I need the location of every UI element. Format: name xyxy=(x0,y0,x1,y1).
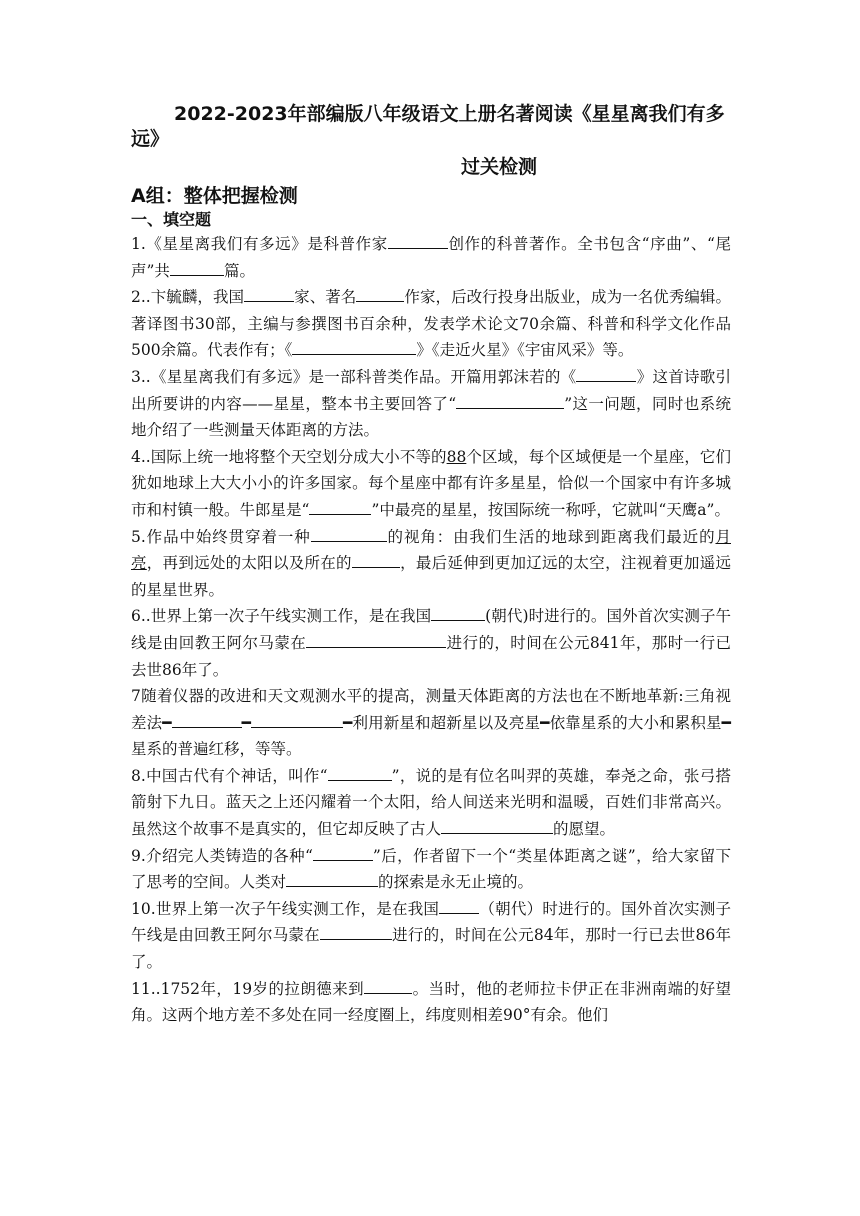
question-2: 2..卞毓麟，我国 家、著名 作家，后改行投身出版业，成为一名优秀编辑。著译图书30部，主编与参撰图书百余种，发表学术论文70余篇、科普和科学文化作品500余篇。代表作有；《 》《走近火星》《宇宙风采》等。 xyxy=(131,288,731,360)
answer-blank xyxy=(306,633,446,648)
answer-blank xyxy=(170,261,224,276)
answer-blank xyxy=(431,606,485,621)
answer-blank xyxy=(439,899,479,914)
question-4: 4..国际上统一地将整个天空划分成大小不等的88个区域，每个区域便是一个星座，它们犹如地球上大大小小的许多国家。每个星座中都有许多星星，恰似一个国家中有许多城市和村镇一般。牛郎星是“ ”中最亮的星星，按国际统一称呼，它就叫“天鹰a”。 xyxy=(131,447,731,519)
document-title: 2022-2023年部编版八年级语文上册名著阅读《星星离我们有多远》 xyxy=(131,103,725,150)
answer-blank xyxy=(251,713,343,728)
group-heading: A组：整体把握检测 xyxy=(131,185,298,207)
answer-blank xyxy=(311,527,387,542)
question-3: 3..《星星离我们有多远》是一部科普类作品。开篇用郭沫若的《 》这首诗歌引出所要讲的内容——星星，整本书主要回答了“ ”这一问题，同时也系统地介绍了一些测量天体距离的方法。 xyxy=(131,367,731,440)
answer-blank xyxy=(286,872,378,887)
answer-blank xyxy=(320,925,392,940)
answer-blank xyxy=(352,553,400,568)
answer-blank xyxy=(441,819,553,834)
answer-blank xyxy=(244,287,294,302)
answer-blank xyxy=(313,846,373,861)
answer-blank xyxy=(576,367,636,382)
section-heading: 一、填空题 xyxy=(131,210,212,229)
question-6: 6..世界上第一次子午线实测工作，是在我国 (朝代)时进行的。国外首次实测子午线是由回教王阿尔马蒙在 进行的，时间在公元841年，那时一行已去世86年了。 xyxy=(131,607,731,679)
answer-blank xyxy=(356,287,404,302)
question-9: 9.介绍完人类铸造的各种“ ”后，作者留下一个“类星体距离之谜”，给大家留下了思考的空间。人类对 的探索是永无止境的。 xyxy=(131,846,731,892)
answer-blank xyxy=(328,766,392,781)
document-subtitle: 过关检测 xyxy=(460,156,537,178)
question-7: 7随着仪器的改进和天文观测水平的提高，测量天体距离的方法也在不断地革新:三角视差法━ ━ ━利用新星和超新星以及亮星━依靠星系的大小和累积星━星系的普遍红移，等等。 xyxy=(131,687,731,759)
answer-blank xyxy=(364,979,412,994)
answer-blank xyxy=(456,394,564,409)
question-8: 8.中国古代有个神话，叫作“ ”，说的是有位名叫羿的英雄，奉尧之命，张弓搭箭射下九日。蓝天之上还闪耀着一个太阳，给人间送来光明和温暖，百姓们非常高兴。虽然这个故事不是真实的，但它却反映了古人 的愿望。 xyxy=(131,766,731,839)
answer-blank xyxy=(172,713,242,728)
answer-blank xyxy=(292,340,416,355)
question-11: 11..1752年，19岁的拉朗德来到 。当时，他的老师拉卡伊正在非洲南端的好望角。这两个地方差不多处在同一经度圈上，纬度则相差90°有余。他们 xyxy=(131,979,731,1025)
question-1: 1.《星星离我们有多远》是科普作家 创作的科普著作。全书包含“序曲”、“尾声”共 篇。 xyxy=(131,235,731,280)
question-5: 5.作品中始终贯穿着一种 的视角：由我们生活的地球到距离我们最近的月亮，再到远处的太阳以及所在的 ，最后延伸到更加辽远的太空，注视着更加遥远的星星世界。 xyxy=(131,527,731,599)
answer-blank xyxy=(309,500,371,515)
document-page xyxy=(131,102,731,1029)
question-10: 10.世界上第一次子午线实测工作，是在我国 （朝代）时进行的。国外首次实测子午线是由回教王阿尔马蒙在 进行的，时间在公元84年，那时一行已去世86年了。 xyxy=(131,899,731,972)
answer-blank xyxy=(388,234,448,249)
